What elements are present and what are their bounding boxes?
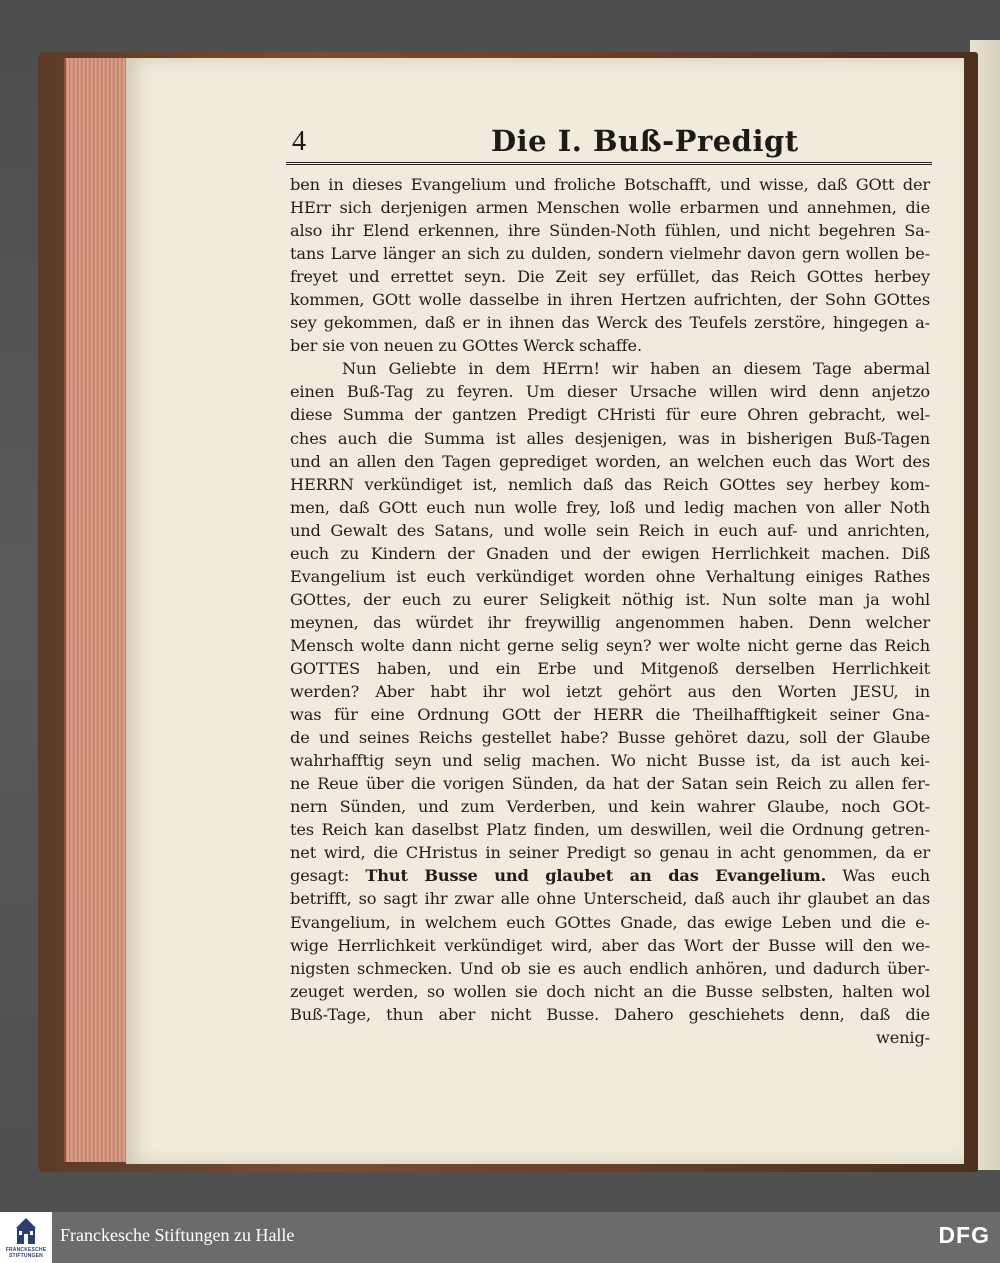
text-line: und Gewalt des Satans, und wolle sein Reich in euch auf- und anrichten, [290, 520, 930, 540]
text-line-emphasis [290, 864, 930, 887]
logo-text-line: FRANCKESCHE [5, 1247, 47, 1253]
text-line: nern Sünden, und zum Verderben, und kein wahrer Glaube, noch GOt- [290, 797, 930, 817]
text-line: sey gekommen, daß er in ihnen das Werck des Teufels zerstöre, hingegen a- [290, 313, 930, 333]
text-line: de und seines Reichs gestellet habe? Busse gehöret dazu, soll der Glaube [290, 728, 930, 748]
text-line: ches auch die Summa ist alles desjenigen, was in bisherigen Buß-Tagen [290, 428, 930, 448]
text-line: wige Herrlichkeit verkündiget wird, aber das Wort der Busse will den we- [290, 935, 930, 955]
logo-text [2, 1247, 50, 1259]
building-icon [15, 1218, 37, 1246]
text-line: werden? Aber habt ihr wol ietzt gehört aus den Worten JESU, in [290, 682, 930, 702]
running-head: Die I. Buß-Predigt [491, 124, 799, 158]
text-line: einen Buß-Tag zu feyren. Um dieser Ursache willen wird denn anjetzo [290, 382, 930, 402]
body-text [290, 173, 930, 1049]
text-segment: Was euch [842, 866, 931, 886]
text-line: betrifft, so sagt ihr zwar alle ohne Unterscheid, daß auch ihr glaubet an das [290, 889, 930, 909]
text-line: freyet und errettet seyn. Die Zeit sey erfüllet, das Reich GOttes herbey [290, 267, 930, 287]
text-line: GOttes, der euch zu eurer Seligkeit nöthig ist. Nun solte man ja wohl [290, 589, 930, 609]
header-rule [286, 162, 932, 165]
text-line: Buß-Tage, thun aber nicht Busse. Dahero geschiehets denn, daß die [290, 1004, 930, 1024]
text-line: kommen, GOtt wolle dasselbe in ihren Hertzen aufrichten, der Sohn GOttes [290, 290, 930, 310]
text-line: tans Larve länger an sich zu dulden, sondern vielmehr davon gern wollen be- [290, 244, 930, 264]
text-line: meynen, das würdet ihr freywillig angenommen haben. Denn welcher [290, 612, 930, 632]
logo-text-line: STIFTUNGEN [9, 1253, 43, 1259]
institution-logo[interactable] [0, 1212, 52, 1263]
page-edges [64, 58, 128, 1162]
institution-name[interactable]: Franckesche Stiftungen zu Halle [60, 1225, 295, 1245]
text-line: Evangelium, in welchem euch GOttes Gnade, das ewige Leben und die e- [290, 912, 930, 932]
text-line: was für eine Ordnung GOtt der HERR die Theilhafftigkeit seiner Gna- [290, 705, 930, 725]
text-line: diese Summa der gantzen Predigt CHristi für eure Ohren gebracht, wel- [290, 405, 930, 425]
text-line: zeuget werden, so wollen sie doch nicht an die Busse selbsten, halten wol [290, 981, 930, 1001]
text-line: men, daß GOtt euch nun wolle frey, loß und ledig machen von aller Noth [290, 497, 930, 517]
text-line: ber sie von neuen zu GOttes Werck schaffe. [290, 336, 642, 356]
text-line: ne Reue über die vorigen Sünden, da hat der Satan sein Reich zu allen fer- [290, 774, 930, 794]
text-line: euch zu Kindern der Gnaden und der ewigen Herrlichkeit machen. Diß [290, 543, 930, 563]
text-segment: gesagt: [290, 866, 350, 886]
text-line: GOTTES haben, und ein Erbe und Mitgenoß derselben Herrlichkeit [290, 658, 930, 678]
viewer-footer [0, 1212, 1000, 1263]
emphasized-quote: Thut Busse und glaubet an das Evangelium. [365, 866, 827, 886]
text-line: also ihr Elend erkennen, ihre Sünden-Noth fühlen, und nicht begehren Sa- [290, 221, 930, 241]
catchword: wenig- [876, 1027, 930, 1047]
dfg-logo[interactable]: DFG [938, 1222, 990, 1248]
text-line: nigsten schmecken. Und ob sie es auch endlich anhören, und dadurch über- [290, 958, 930, 978]
text-line: Nun Geliebte in dem HErrn! wir haben an diesem Tage abermal [342, 359, 930, 379]
text-line: tes Reich kan daselbst Platz finden, um deswillen, weil die Ordnung getren- [290, 820, 930, 840]
page-number: 4 [292, 126, 306, 157]
text-line: Mensch wolte dann nicht gerne selig seyn? wer wolte nicht gerne das Reich [290, 635, 930, 655]
text-line: net wird, die CHristus in seiner Predigt so genau in acht genommen, da er [290, 843, 930, 863]
text-line: ben in dieses Evangelium und froliche Botschafft, und wisse, daß GOtt der [290, 175, 930, 194]
page-header [286, 124, 932, 168]
text-line: und an allen den Tagen geprediget worden, an welchen euch das Wort des [290, 451, 930, 471]
text-line: wahrhafftig seyn und selig machen. Wo nicht Busse ist, da ist auch kei- [290, 751, 930, 771]
text-line: HErr sich derjenigen armen Menschen wolle erbarmen und annehmen, die [290, 198, 930, 218]
text-line: Evangelium ist euch verkündiget worden ohne Verhaltung einiges Rathes [290, 566, 930, 586]
text-line: HERRN verkündiget ist, nemlich daß das Reich GOttes sey herbey kom- [290, 474, 930, 494]
